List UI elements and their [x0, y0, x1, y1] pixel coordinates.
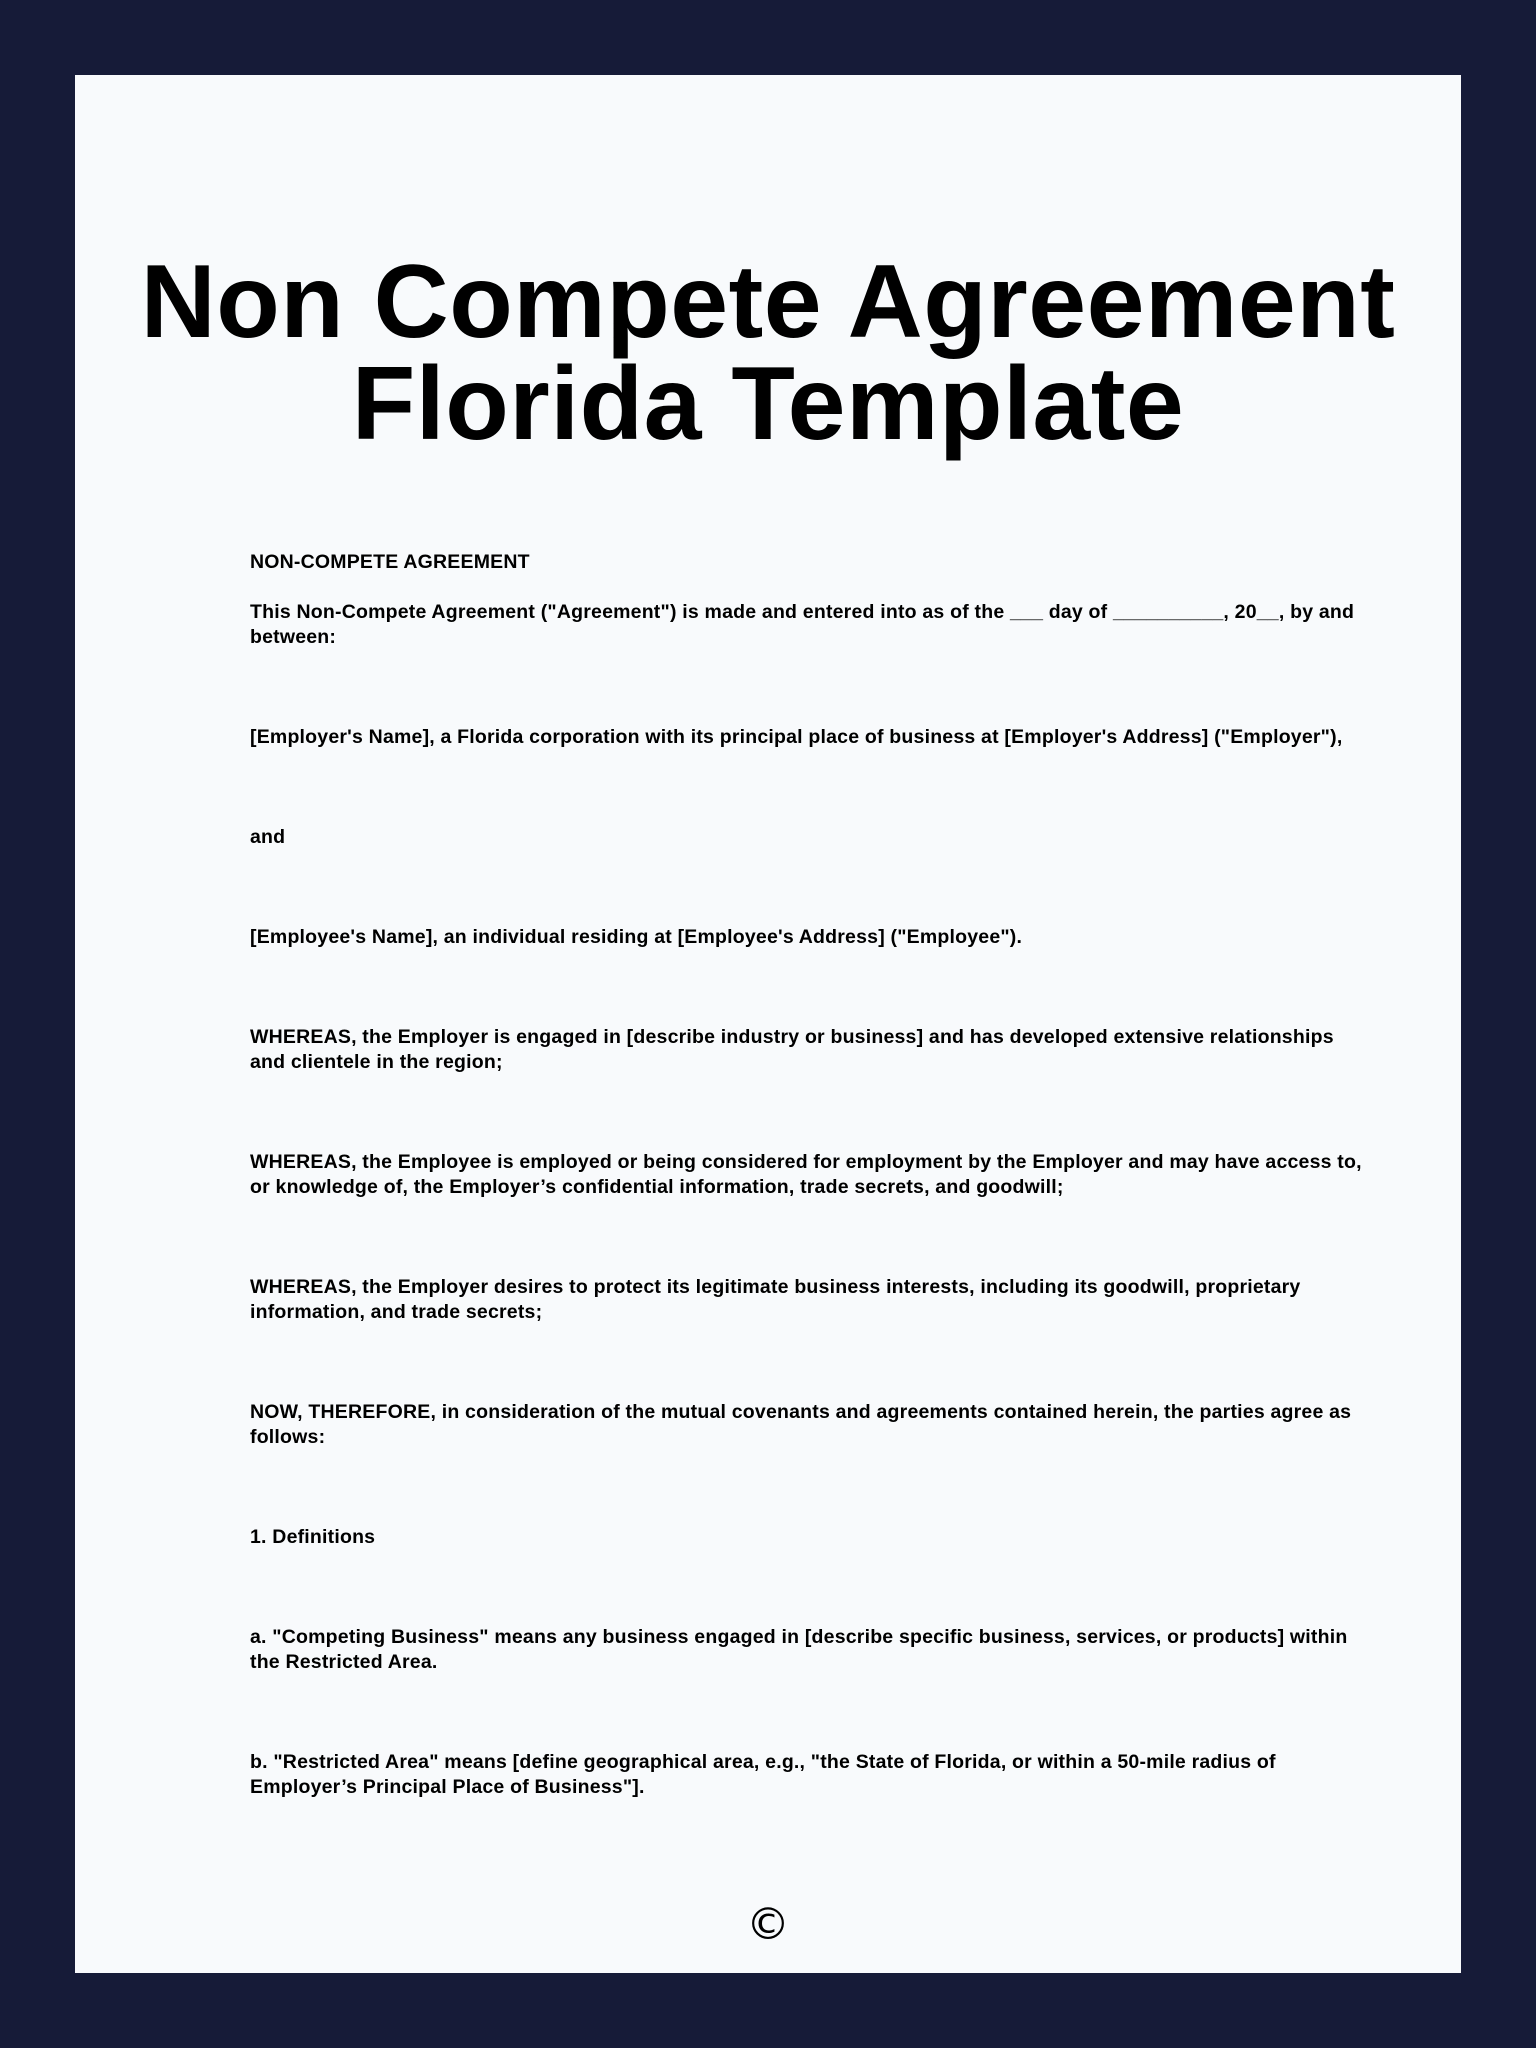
title-line-2: Florida Template: [351, 346, 1185, 462]
agreement-heading: NON-COMPETE AGREEMENT: [250, 551, 530, 573]
definition-restricted-area: b. "Restricted Area" means [define geographical area, e.g., "the State of Florida, or within a 50-mile radius of Employer’s Principal Place of Business"].: [250, 1751, 1276, 1798]
page-title: [75, 244, 1461, 462]
paragraph-and: and: [250, 826, 286, 848]
section-definitions: 1. Definitions: [250, 1526, 376, 1548]
paragraph-intro: This Non-Compete Agreement ("Agreement") is made and entered into as of the ___ day of __________, 20__, by and between:: [250, 601, 1355, 648]
paragraph-employer: [Employer's Name], a Florida corporation with its principal place of business at [Employer's Address] ("Employer"),: [250, 726, 1343, 748]
copyright-icon: ©: [746, 1899, 790, 1950]
title-line-1: Non Compete Agreement: [140, 244, 1396, 360]
agreement-body: [250, 550, 1370, 1800]
document-page: [75, 75, 1461, 1973]
paragraph-whereas-3: WHEREAS, the Employer desires to protect its legitimate business interests, including its goodwill, proprietary information, and trade secrets;: [250, 1276, 1301, 1323]
definition-competing-business: a. "Competing Business" means any business engaged in [describe specific business, services, or products] within the Restricted Area.: [250, 1626, 1348, 1673]
paragraph-employee: [Employee's Name], an individual residing at [Employee's Address] ("Employee").: [250, 926, 1023, 948]
paragraph-whereas-1: WHEREAS, the Employer is engaged in [describe industry or business] and has developed extensive relationships and clientele in the region;: [250, 1026, 1334, 1073]
paragraph-whereas-2: WHEREAS, the Employee is employed or being considered for employment by the Employer and may have access to, or knowledge of, the Employer’s confidential information, trade secrets, and goodwill;: [250, 1151, 1362, 1198]
paragraph-therefore: NOW, THEREFORE, in consideration of the mutual covenants and agreements contained herein, the parties agree as follows:: [250, 1401, 1352, 1448]
